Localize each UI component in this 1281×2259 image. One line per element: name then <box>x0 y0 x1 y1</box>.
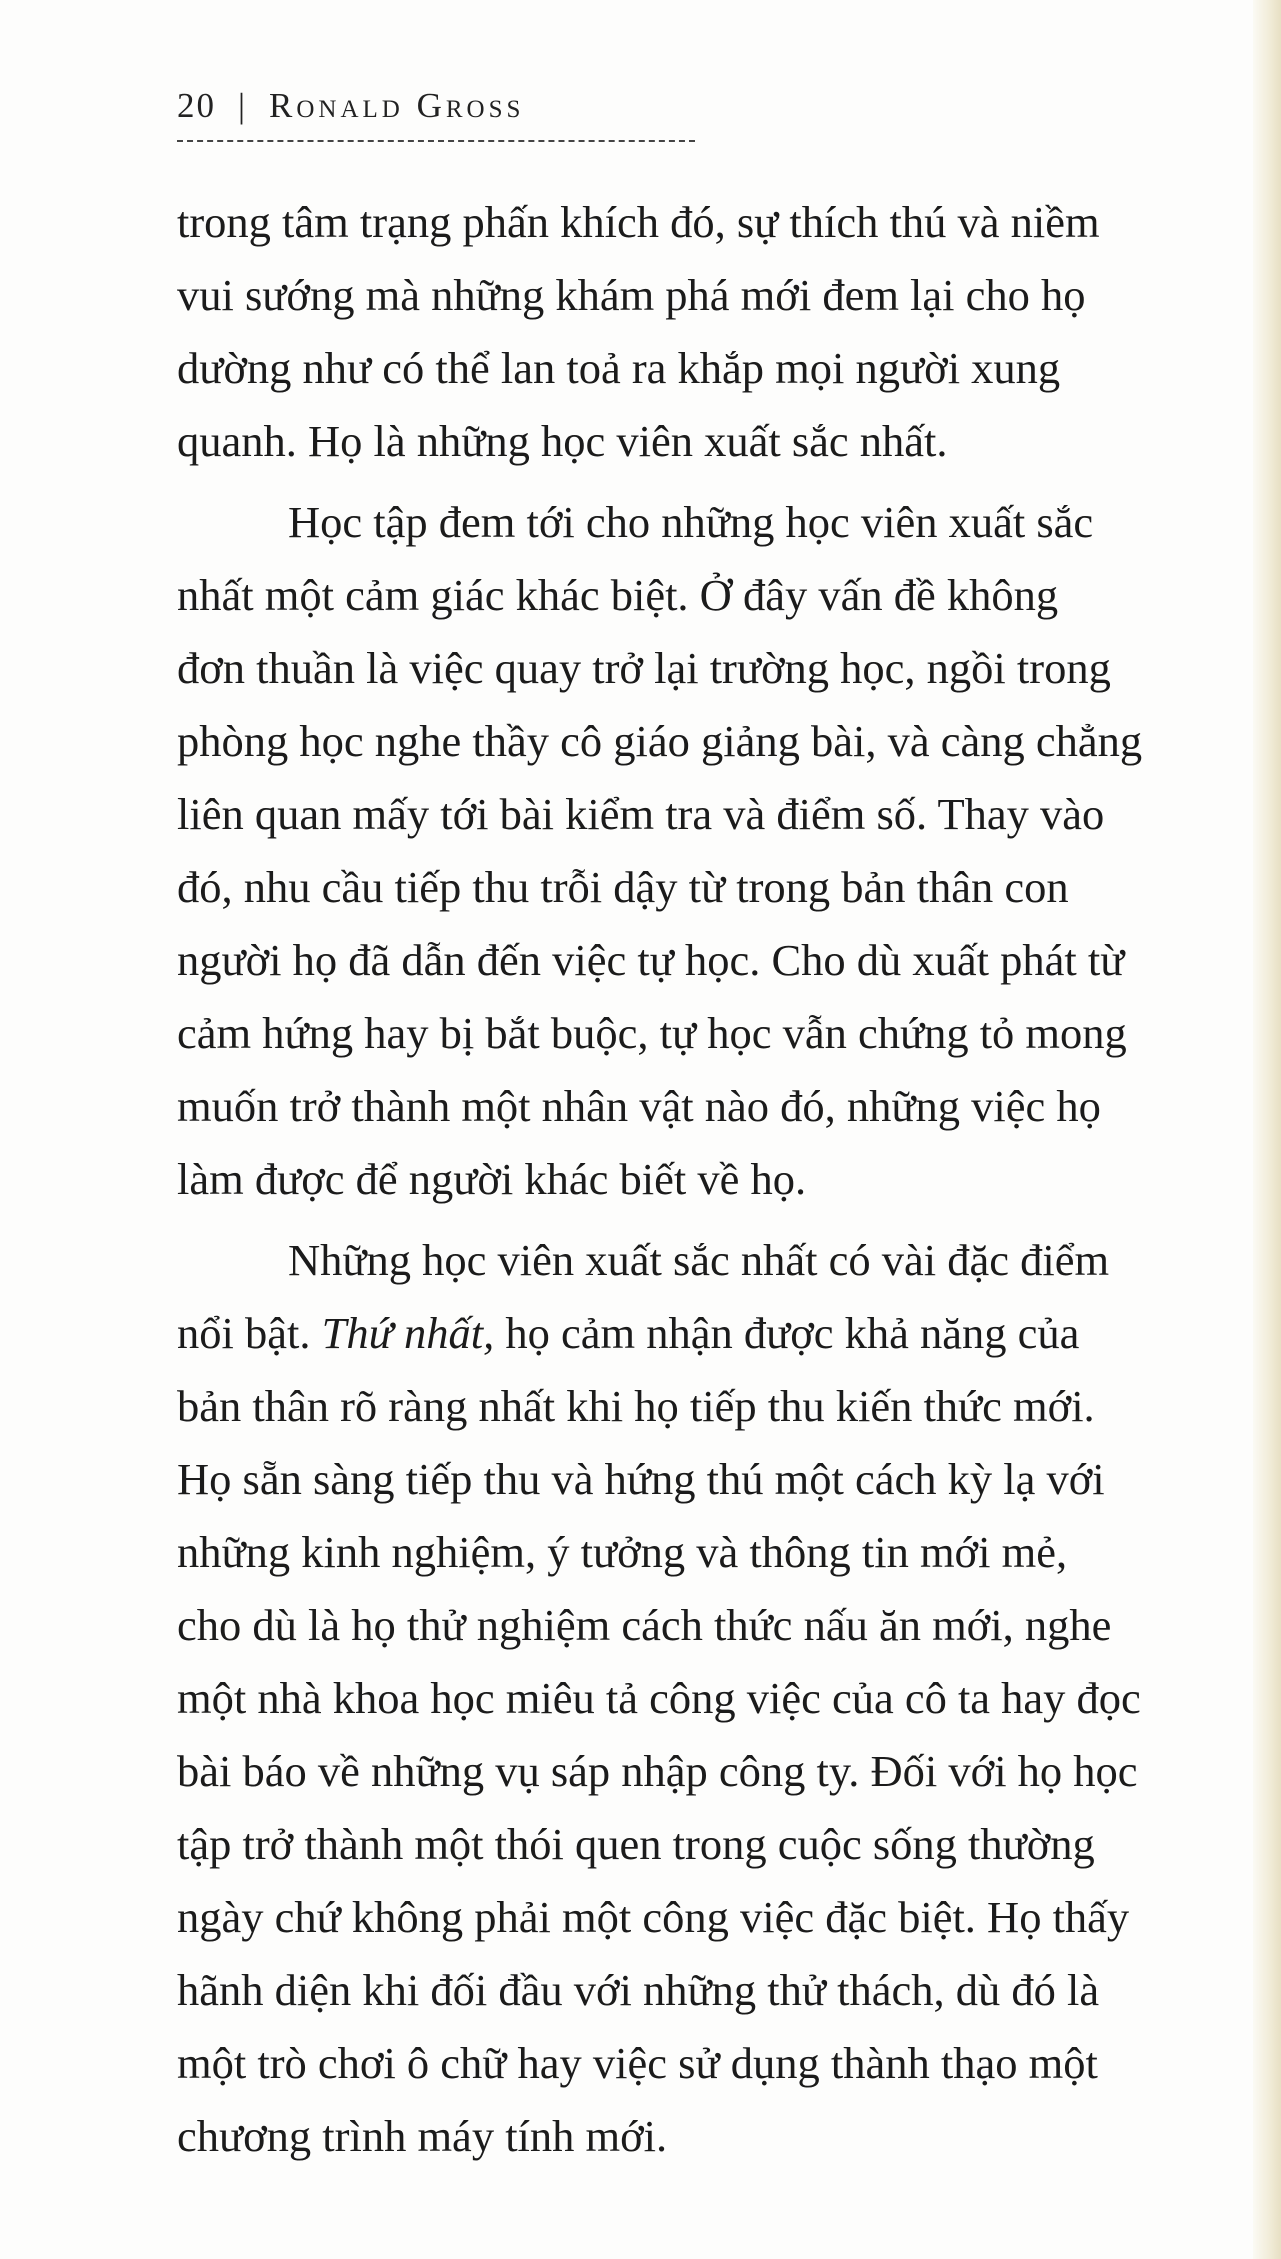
text-line: đó, nhu cầu tiếp thu trỗi dậy từ trong bản thân con <box>177 862 1069 912</box>
paragraph-1 <box>177 186 1243 478</box>
text-line: hãnh diện khi đối đầu với những thử thách, dù đó là <box>177 1965 1100 2015</box>
text-line: một nhà khoa học miêu tả công việc của cô ta hay đọc <box>177 1673 1141 1723</box>
body-text <box>177 186 1243 2173</box>
text-line: quanh. Họ là những học viên xuất sắc nhất. <box>177 416 948 466</box>
text-line: dường như có thể lan toả ra khắp mọi người xung <box>177 343 1061 393</box>
text-line: phòng học nghe thầy cô giáo giảng bài, và càng chẳng <box>177 716 1143 766</box>
text-run: họ cảm nhận được khả năng của <box>494 1308 1080 1358</box>
text-line: nhất một cảm giác khác biệt. Ở đây vấn đề không <box>177 570 1059 620</box>
text-line: trong tâm trạng phấn khích đó, sự thích thú và niềm <box>177 197 1100 247</box>
text-line: cảm hứng hay bị bắt buộc, tự học vẫn chứng tỏ mong <box>177 1008 1127 1058</box>
running-header <box>177 86 524 146</box>
text-line: muốn trở thành một nhân vật nào đó, những việc họ <box>177 1081 1101 1131</box>
page-edge <box>1253 0 1281 2259</box>
text-line: bài báo về những vụ sáp nhập công ty. Đối với họ học <box>177 1746 1138 1796</box>
text-line: Những học viên xuất sắc nhất có vài đặc điểm <box>288 1235 1110 1285</box>
header-separator: | <box>238 86 248 125</box>
paragraph-2 <box>177 486 1243 1216</box>
emphasis-text: Thứ nhất, <box>321 1308 495 1358</box>
text-line: tập trở thành một thói quen trong cuộc sống thường <box>177 1819 1095 1869</box>
text-line: những kinh nghiệm, ý tưởng và thông tin mới mẻ, <box>177 1527 1068 1577</box>
text-line: liên quan mấy tới bài kiểm tra và điểm số. Thay vào <box>177 789 1105 839</box>
header-dashed-rule <box>177 140 695 142</box>
paragraph-3 <box>177 1224 1243 2173</box>
text-line: chương trình máy tính mới. <box>177 2111 668 2161</box>
text-line: vui sướng mà những khám phá mới đem lại cho họ <box>177 270 1086 320</box>
author-name: Ronald Gross <box>269 86 525 125</box>
text-line: bản thân rõ ràng nhất khi họ tiếp thu kiến thức mới. <box>177 1381 1095 1431</box>
text-line: ngày chứ không phải một công việc đặc biệt. Họ thấy <box>177 1892 1130 1942</box>
text-line <box>177 1297 1243 1370</box>
text-line: cho dù là họ thử nghiệm cách thức nấu ăn mới, nghe <box>177 1600 1112 1650</box>
page-number: 20 <box>177 86 216 125</box>
text-line: Họ sẵn sàng tiếp thu và hứng thú một cách kỳ lạ với <box>177 1454 1105 1504</box>
text-run: nổi bật. <box>177 1308 322 1358</box>
text-line: Học tập đem tới cho những học viên xuất sắc <box>288 497 1094 547</box>
text-line: đơn thuần là việc quay trở lại trường học, ngồi trong <box>177 643 1111 693</box>
text-line: làm được để người khác biết về họ. <box>177 1154 807 1204</box>
text-line: người họ đã dẫn đến việc tự học. Cho dù xuất phát từ <box>177 935 1125 985</box>
text-line: một trò chơi ô chữ hay việc sử dụng thành thạo một <box>177 2038 1098 2088</box>
